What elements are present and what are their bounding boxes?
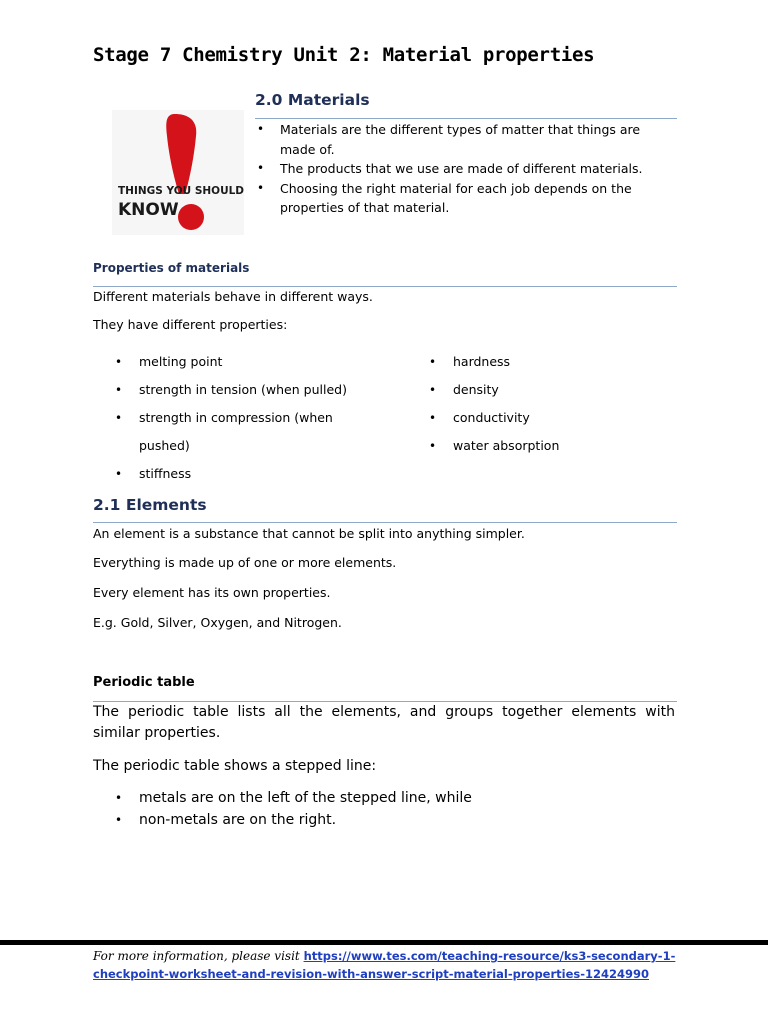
materials-list — [255, 120, 675, 218]
list-item: • strength in compression (when pushed) — [93, 404, 373, 460]
materials-heading: 2.0 Materials — [255, 91, 370, 109]
elements-line-3: Every element has its own properties. — [93, 585, 331, 600]
list-item: • conductivity — [407, 404, 677, 432]
periodic-para-2: The periodic table shows a stepped line: — [93, 758, 377, 774]
properties-heading: Properties of materials — [93, 261, 250, 275]
list-item: • hardness — [407, 348, 677, 376]
footer-link-part-1[interactable]: https://www.tes.com/teaching-resource/ks3-secondary-1- — [303, 949, 676, 963]
footer-link-part-2[interactable]: checkpoint-worksheet-and-revision-with-answer-script-material-properties-12424990 — [93, 967, 650, 981]
periodic-heading: Periodic table — [93, 675, 195, 690]
periodic-para-1: The periodic table lists all the elements, and groups together elements with similar properties. — [93, 704, 675, 741]
page-title: Stage 7 Chemistry Unit 2: Material properties — [93, 44, 595, 66]
properties-line-1: Different materials behave in different ways. — [93, 289, 373, 304]
materials-rule — [255, 118, 677, 119]
list-item: • metals are on the left of the stepped line, while — [93, 787, 593, 809]
elements-line-1: An element is a substance that cannot be split into anything simpler. — [93, 526, 525, 541]
properties-right-list — [407, 348, 677, 460]
list-item: • density — [407, 376, 677, 404]
elements-line-4: E.g. Gold, Silver, Oxygen, and Nitrogen. — [93, 615, 342, 630]
logo-line-1: THINGS YOU SHOULD — [118, 185, 245, 197]
periodic-list — [93, 787, 593, 831]
footer-lead-text: For more information, please visit — [93, 949, 300, 963]
list-item: • Materials are the different types of matter that things are made of. — [255, 120, 675, 159]
list-item: • melting point — [93, 348, 373, 376]
list-item: • Choosing the right material for each job depends on the properties of that material. — [255, 179, 675, 218]
things-you-should-know-logo — [112, 110, 244, 235]
logo-line-2: KNOW — [118, 200, 179, 220]
properties-left-list — [93, 348, 373, 488]
elements-line-2: Everything is made up of one or more elements. — [93, 555, 397, 570]
list-item: • strength in tension (when pulled) — [93, 376, 373, 404]
list-item: • stiffness — [93, 460, 373, 488]
elements-heading: 2.1 Elements — [93, 496, 207, 514]
list-item: • water absorption — [407, 432, 677, 460]
footer — [93, 947, 693, 983]
footer-divider — [0, 940, 768, 945]
list-item: • The products that we use are made of different materials. — [255, 159, 675, 179]
elements-rule — [93, 522, 677, 523]
list-item: • non-metals are on the right. — [93, 809, 593, 831]
properties-line-2: They have different properties: — [93, 317, 288, 332]
